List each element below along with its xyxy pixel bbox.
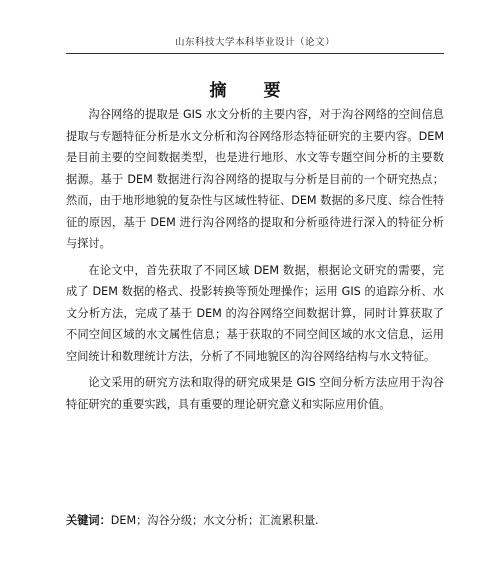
abstract-paragraph: 论文采用的研究方法和取得的研究成果是 GIS 空间分析方法应用于沟谷特征研究的重要实践，具有重要的理论研究意义和实际应用价值。: [66, 376, 444, 411]
keywords-text: DEM；沟谷分级；水文分析；汇流累积量.: [110, 514, 319, 527]
keywords-line: [66, 512, 444, 528]
running-header: 山东科技大学本科毕业设计（论文）: [174, 37, 335, 48]
abstract-body: [66, 104, 444, 415]
header-rule: [66, 53, 444, 54]
abstract-title: 摘 要: [209, 81, 291, 101]
abstract-paragraph: 在论文中，首先获取了不同区域 DEM 数据，根据论文研究的需要，完成了 DEM 数据的格式、投影转换等预处理操作；运用 GIS 的追踪分析、水文分析方法，完成了基于 DEM 的沟谷网络空间数据计算，同时计算获取了不同空间区域的水文属性信息；基于获取的不同空间区域的水文信息，运用空间统计和数理统计方法，分析了不同地貌区的沟谷网络结构与水文特征。: [66, 263, 444, 363]
keywords-label: 关键词：: [66, 514, 111, 527]
abstract-paragraph: 沟谷网络的提取是 GIS 水文分析的主要内容，对于沟谷网络的空间信息提取与专题特征分析是水文分析和沟谷网络形态特征研究的主要内容。DEM 是目前主要的空间数据类型，也是进行地形、水文等专题空间分析的主要数据源。基于 DEM 数据进行沟谷网络的提取与分析是目前的一个研究热点；然而，由于地形地貌的复杂性与区域性特征、DEM 数据的多尺度、综合性特征的原因，基于 DEM 进行沟谷网络的提取和分析亟待进行深入的特征分析与探讨。: [66, 108, 444, 250]
